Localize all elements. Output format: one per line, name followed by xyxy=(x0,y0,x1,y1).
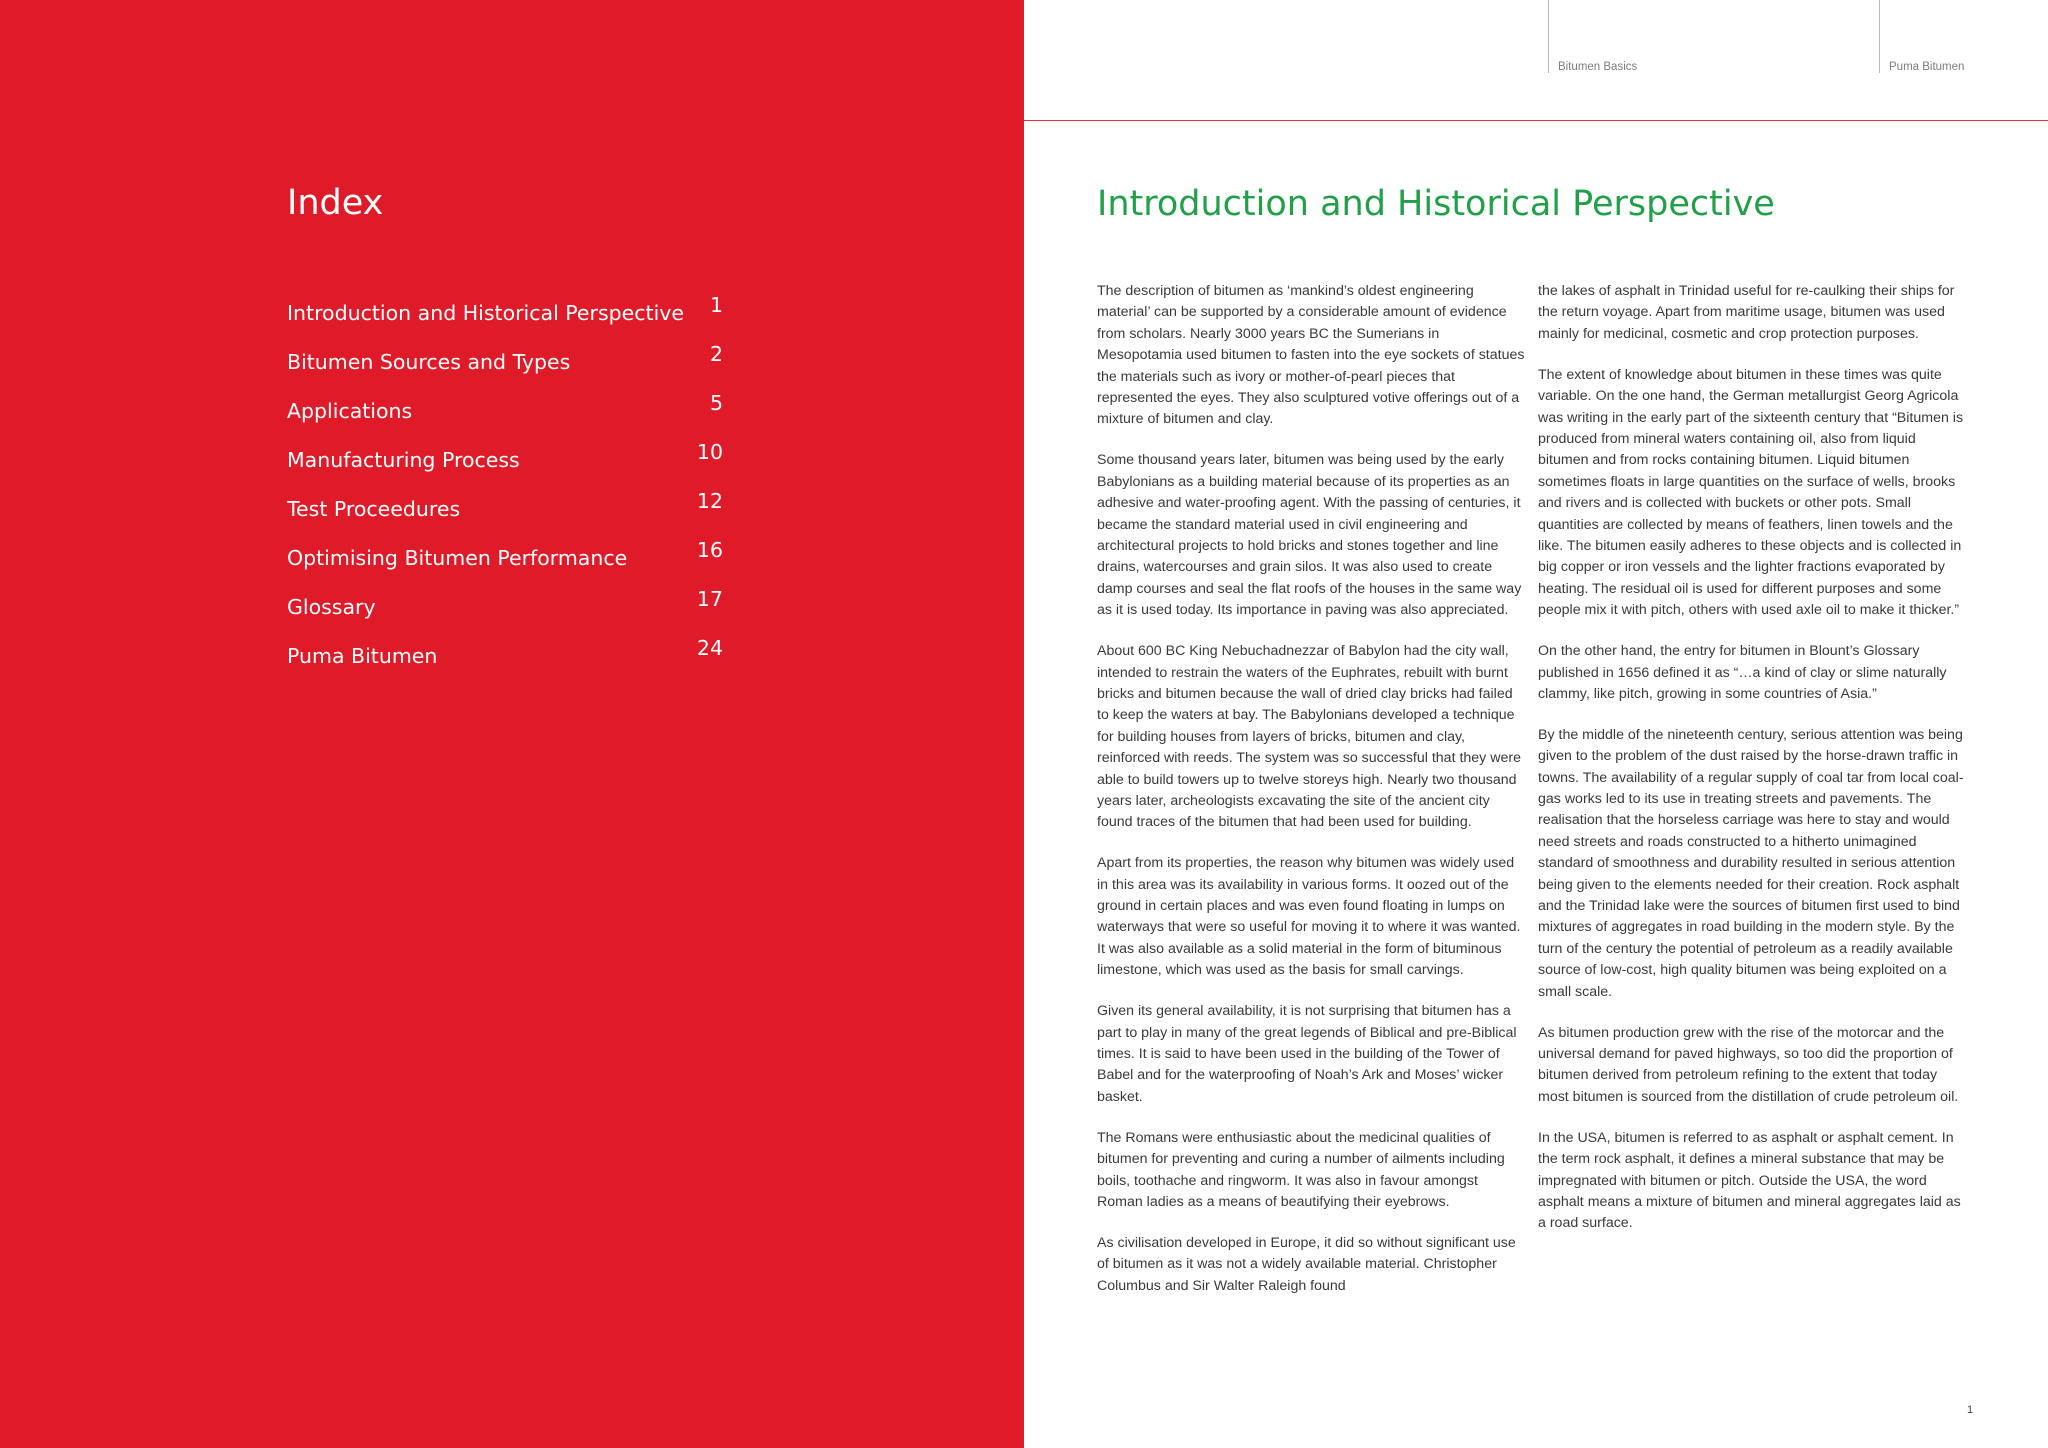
content-page xyxy=(1024,0,2048,1448)
page-number: 1 xyxy=(1967,1404,1974,1416)
body-paragraph: The Romans were enthusiastic about the medicinal qualities of bitumen for preventing and curing a number of ailments including boils, toothache and ringworm. It was also in favour amongst Roman ladies as a means of beautifying their eyebrows. xyxy=(1097,1129,1505,1210)
toc-item-label: Applications xyxy=(287,399,413,423)
toc-item-label: Bitumen Sources and Types xyxy=(287,350,571,374)
toc-item-page-number: 5 xyxy=(709,391,723,415)
toc-item-test-proceedures[interactable] xyxy=(287,489,723,525)
body-paragraph: By the middle of the nineteenth century, serious attention was being given to the problem of the dust raised by the horse-drawn traffic in towns. The availability of a regular supply of coal tar from local coal-gas works led to its use in treating streets and pavements. The realisation that the horseless carriage was here to stay and would need streets and roads constructed to a hitherto unimagined standard of smoothness and durability resulted in serious attention being given to the elements needed for their creation. Rock asphalt and the Trinidad lake were the sources of bitumen first used to bind mixtures of aggregates in road building in the modern style. By the turn of the century the potential of petroleum as a readily available source of low-cost, high quality bitumen was being exploited on a small scale. xyxy=(1538,726,1964,1000)
body-paragraph: About 600 BC King Nebuchadnezzar of Babylon had the city wall, intended to restrain the waters of the Euphrates, rebuilt with burnt bricks and bitumen because the wall of dried clay bricks had failed to keep the waters at bay. The Babylonians developed a technique for building houses from layers of bricks, bitumen and clay, reinforced with reeds. The system was so successful that they were able to build towers up to twelve storeys high. Nearly two thousand years later, archeologists excavating the site of the ancient city found traces of the bitumen that had been used for building. xyxy=(1097,643,1521,831)
toc-item-label: Optimising Bitumen Performance xyxy=(287,546,628,570)
toc-item-glossary[interactable] xyxy=(287,587,723,623)
toc-item-page-number: 16 xyxy=(696,538,723,562)
header-divider xyxy=(1548,0,1549,73)
toc-item-page-number: 10 xyxy=(696,440,723,464)
toc-item-label: Manufacturing Process xyxy=(287,448,520,472)
toc-item-page-number: 12 xyxy=(696,489,723,513)
toc-item-page-number: 2 xyxy=(709,342,723,366)
toc-item-optimising-bitumen-performance[interactable] xyxy=(287,538,723,574)
body-paragraph: In the USA, bitumen is referred to as asphalt or asphalt cement. In the term rock asphalt, it defines a mineral substance that may be impregnated with bitumen or pitch. Outside the USA, the word asphalt means a mixture of bitumen and mineral aggregates laid as a road surface. xyxy=(1538,1129,1961,1232)
toc-item-page-number: 24 xyxy=(696,636,723,660)
toc-item-page-number: 17 xyxy=(696,587,723,611)
toc-item-manufacturing-process[interactable] xyxy=(287,440,723,476)
toc-item-label: Glossary xyxy=(287,595,376,619)
toc-item-applications[interactable] xyxy=(287,391,723,427)
body-paragraph: Given its general availability, it is not surprising that bitumen has a part to play in many of the great legends of Biblical and pre-Biblical times. It is said to have been used in the building of the Tower of Babel and for the waterproofing of Noah’s Ark and Moses’ wicker basket. xyxy=(1097,1003,1517,1105)
body-paragraph: the lakes of asphalt in Trinidad useful for re-caulking their ships for the return voyage. Apart from maritime usage, bitumen was used mainly for medicinal, cosmetic and crop protection purposes. xyxy=(1538,283,1955,342)
toc-item-label: Puma Bitumen xyxy=(287,644,438,668)
header-rule xyxy=(1024,120,2048,121)
body-paragraph: The extent of knowledge about bitumen in these times was quite variable. On the one hand, the German metallurgist Georg Agricola was writing in the early part of the sixteenth century that “Bitumen is produced from mineral waters containing oil, also from liquid bitumen and from rocks containing bitumen. Liquid bitumen sometimes floats in large quantities on the surface of wells, brooks and rivers and is collected with buckets or other pots. Small quantities are collected by means of feathers, linen towels and the like. The bitumen easily adheres to these objects and is collected in big copper or iron vessels and the lighter fractions evaporated by heating. The residual oil is used for different purposes and some people mix it with pitch, others with used axle oil to make it thicker.” xyxy=(1538,366,1964,619)
body-paragraph: Some thousand years later, bitumen was being used by the early Babylonians as a building material because of its properties as an adhesive and water-proofing agent. With the passing of centuries, it became the standard material used in civil engineering and architectural projects to hold bricks and stones together and line drains, watercourses and grain silos. It was also used to create damp courses and seal the flat roofs of the houses in the same way as it is used today. Its importance in paving was also appreciated. xyxy=(1097,452,1522,619)
header-tab-bitumen-basics[interactable]: Bitumen Basics xyxy=(1558,61,1638,73)
toc-item-introduction[interactable] xyxy=(287,293,723,329)
header-divider xyxy=(1879,0,1880,73)
toc-item-puma-bitumen[interactable] xyxy=(287,636,723,672)
section-title: Introduction and Historical Perspective xyxy=(1097,184,1775,224)
body-paragraph: On the other hand, the entry for bitumen in Blount’s Glossary published in 1656 defined it as “…a kind of clay or slime naturally clammy, like pitch, growing in some countries of Asia.” xyxy=(1538,643,1947,702)
toc-item-page-number: 1 xyxy=(709,293,723,317)
body-paragraph: The description of bitumen as ‘mankind’s oldest engineering material’ can be supported by a considerable amount of evidence from scholars. Nearly 3000 years BC the Sumerians in Mesopotamia used bitumen to fasten into the eye sockets of statues the materials such as ivory or mother-of-pearl pieces that represented the eyes. They also sculptured votive offerings out of a mixture of bitumen and clay. xyxy=(1097,283,1525,428)
toc-item-label: Introduction and Historical Perspective xyxy=(287,301,685,325)
index-title: Index xyxy=(287,183,384,223)
text-column-right xyxy=(1538,281,1966,1254)
toc-item-bitumen-sources-and-types[interactable] xyxy=(287,342,723,378)
toc-item-label: Test Proceedures xyxy=(287,497,461,521)
body-paragraph: Apart from its properties, the reason why bitumen was widely used in this area was its availability in various forms. It oozed out of the ground in certain places and was even found floating in lumps on waterways that were so useful for moving it to where it was wanted. It was also available as a solid material in the form of bituminous limestone, which was used as the basis for small carvings. xyxy=(1097,855,1521,979)
header-tab-puma-bitumen[interactable]: Puma Bitumen xyxy=(1889,61,1965,73)
text-column-left xyxy=(1097,281,1525,1317)
body-paragraph: As bitumen production grew with the rise of the motorcar and the universal demand for paved highways, so too did the proportion of bitumen derived from petroleum refining to the extent that today most bitumen is sourced from the distillation of crude petroleum oil. xyxy=(1538,1024,1959,1105)
body-paragraph: As civilisation developed in Europe, it did so without significant use of bitumen as it was not a widely available material. Christopher Columbus and Sir Walter Raleigh found xyxy=(1097,1234,1516,1294)
